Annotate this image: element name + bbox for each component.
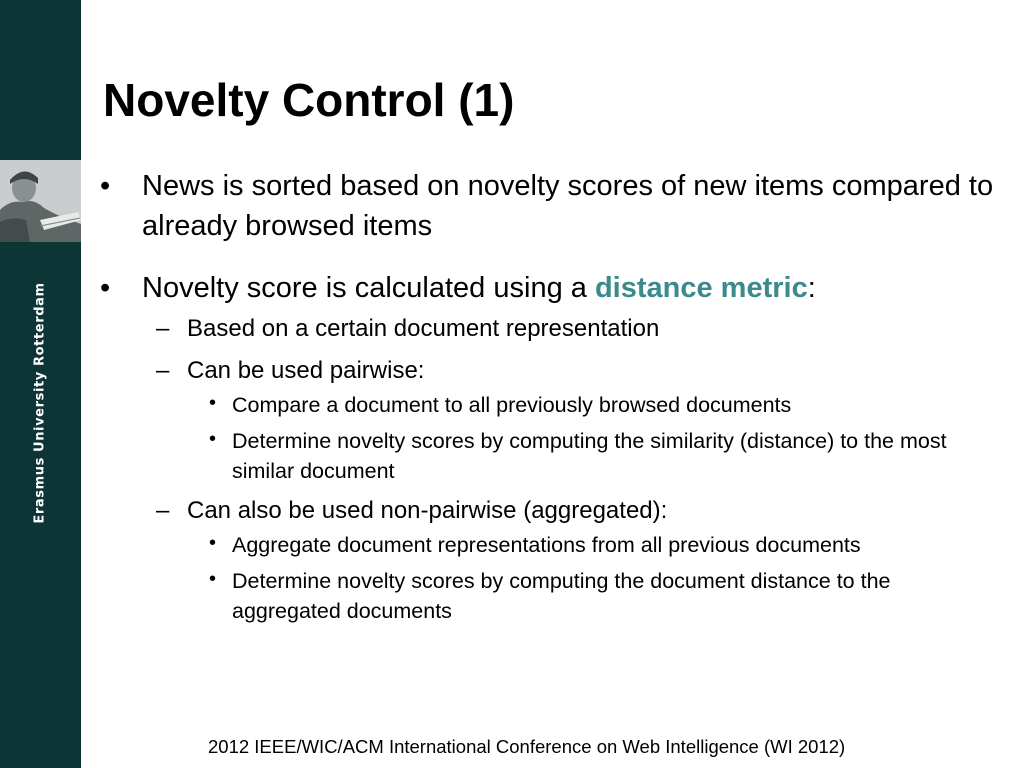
bullet-list bbox=[100, 166, 1000, 626]
bullet-item bbox=[100, 268, 1000, 626]
dash-icon: – bbox=[156, 315, 170, 342]
sidebar bbox=[0, 0, 81, 768]
sub-sub-bullet-list bbox=[187, 530, 1000, 626]
sub-sub-bullet-item bbox=[187, 566, 1000, 626]
bullet-dot-icon: • bbox=[100, 272, 111, 304]
sub-bullet-item bbox=[142, 494, 1000, 626]
small-dot-icon: • bbox=[209, 428, 217, 450]
sub-bullet-text: Can also be used non-pairwise (aggregated): bbox=[187, 497, 668, 524]
highlighted-term: distance metric bbox=[594, 272, 808, 304]
slide-title: Novelty Control (1) bbox=[103, 74, 515, 126]
sub-sub-bullet-text: Determine novelty scores by computing the similarity (distance) to the most similar document bbox=[232, 429, 947, 483]
small-dot-icon: • bbox=[209, 532, 217, 554]
portrait-illustration bbox=[0, 160, 81, 242]
bullet-text: News is sorted based on novelty scores of new items compared to already browsed items bbox=[142, 170, 994, 242]
erasmus-portrait-image bbox=[0, 160, 81, 242]
sub-bullet-text: Based on a certain document representation bbox=[187, 315, 660, 342]
bullet-item bbox=[100, 166, 1000, 246]
sub-sub-bullet-list bbox=[187, 390, 1000, 486]
sub-sub-bullet-text: Aggregate document representations from all previous documents bbox=[232, 533, 861, 557]
sub-bullet-item bbox=[142, 312, 1000, 346]
bullet-text-before: Novelty score is calculated using a bbox=[142, 272, 595, 304]
sub-bullet-item bbox=[142, 354, 1000, 486]
small-dot-icon: • bbox=[209, 568, 217, 590]
slide-content bbox=[100, 166, 1000, 634]
slide-footer: 2012 IEEE/WIC/ACM International Conference on Web Intelligence (WI 2012) bbox=[208, 736, 846, 757]
bullet-text-after: : bbox=[807, 272, 816, 304]
dash-icon: – bbox=[156, 357, 170, 384]
small-dot-icon: • bbox=[209, 392, 217, 414]
sub-sub-bullet-text: Determine novelty scores by computing the document distance to the aggregated documents bbox=[232, 569, 891, 623]
sub-sub-bullet-item bbox=[187, 530, 1000, 560]
sub-sub-bullet-text: Compare a document to all previously browsed documents bbox=[232, 393, 792, 417]
bullet-dot-icon: • bbox=[100, 170, 111, 202]
sub-bullet-list bbox=[142, 312, 1000, 626]
sub-sub-bullet-item bbox=[187, 390, 1000, 420]
sub-sub-bullet-item bbox=[187, 426, 1000, 486]
university-name: Erasmus University Rotterdam bbox=[32, 282, 48, 524]
dash-icon: – bbox=[156, 497, 170, 524]
sub-bullet-text: Can be used pairwise: bbox=[187, 357, 425, 384]
